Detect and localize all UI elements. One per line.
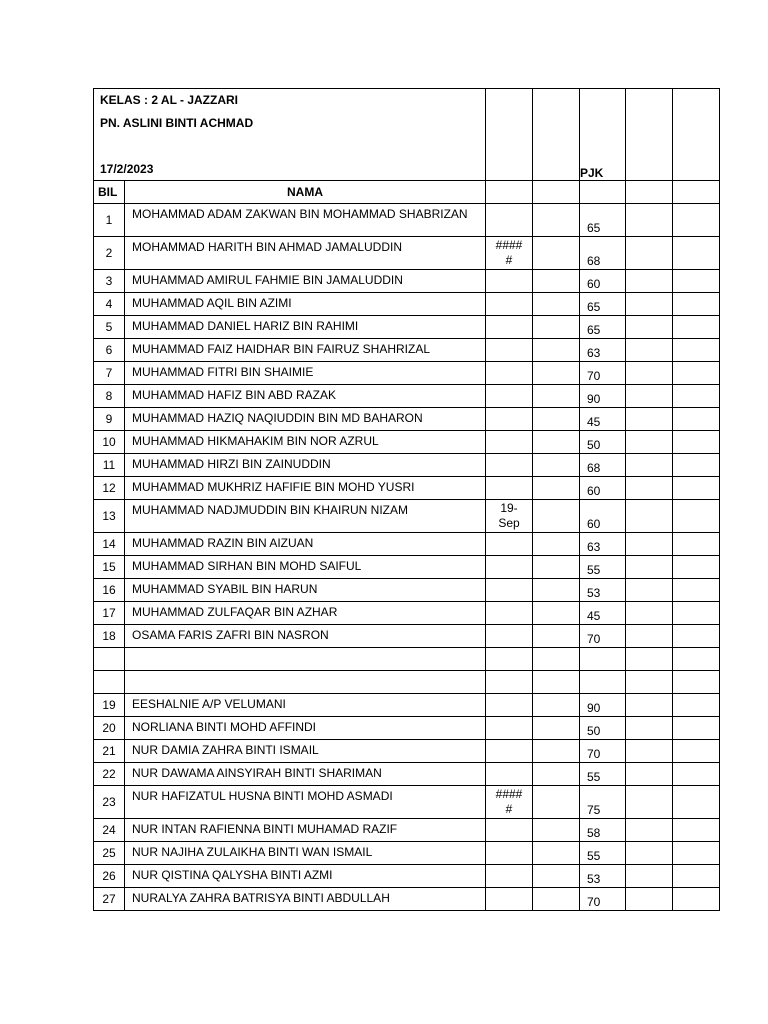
bil-cell: 16 xyxy=(94,579,125,602)
pjk-score-cell: 68 xyxy=(580,454,626,477)
table-row xyxy=(94,385,720,408)
pjk-score-cell xyxy=(580,648,626,671)
pjk-score-cell: 70 xyxy=(580,362,626,385)
header-empty-cell xyxy=(580,181,626,204)
table-row xyxy=(94,293,720,316)
empty-cell xyxy=(626,339,673,362)
table-row xyxy=(94,204,720,237)
student-name-cell: MUHAMMAD AMIRUL FAHMIE BIN JAMALUDDIN xyxy=(125,270,486,293)
bil-cell: 13 xyxy=(94,500,125,533)
empty-cell xyxy=(673,786,720,819)
empty-cell xyxy=(533,865,580,888)
pjk-score-cell: 60 xyxy=(580,477,626,500)
table-row xyxy=(94,316,720,339)
empty-cell xyxy=(533,625,580,648)
table-row xyxy=(94,717,720,740)
pjk-score-cell: 68 xyxy=(580,237,626,270)
empty-cell xyxy=(533,763,580,786)
pjk-column-header: PJK xyxy=(580,89,626,181)
header-empty-cell xyxy=(533,181,580,204)
pjk-score-cell xyxy=(580,671,626,694)
date-cell xyxy=(486,556,533,579)
empty-cell xyxy=(626,842,673,865)
empty-cell xyxy=(673,339,720,362)
empty-cell xyxy=(626,556,673,579)
bil-cell: 19 xyxy=(94,694,125,717)
empty-cell xyxy=(626,270,673,293)
empty-cell xyxy=(626,316,673,339)
student-name-cell: MUHAMMAD SYABIL BIN HARUN xyxy=(125,579,486,602)
column-header-row xyxy=(94,181,720,204)
pjk-score-cell: 70 xyxy=(580,888,626,911)
pjk-score-cell: 55 xyxy=(580,842,626,865)
empty-cell xyxy=(533,408,580,431)
empty-cell xyxy=(626,786,673,819)
bil-cell: 1 xyxy=(94,204,125,237)
student-name-cell: NUR NAJIHA ZULAIKHA BINTI WAN ISMAIL xyxy=(125,842,486,865)
empty-cell xyxy=(533,671,580,694)
empty-cell xyxy=(533,602,580,625)
empty-cell xyxy=(533,270,580,293)
date-cell xyxy=(486,842,533,865)
table-row xyxy=(94,500,720,533)
empty-cell xyxy=(626,740,673,763)
empty-cell xyxy=(673,431,720,454)
date-cell xyxy=(486,204,533,237)
pjk-score-cell: 60 xyxy=(580,270,626,293)
empty-cell xyxy=(533,339,580,362)
empty-cell xyxy=(533,316,580,339)
empty-cell xyxy=(626,431,673,454)
empty-cell xyxy=(626,625,673,648)
table-row xyxy=(94,602,720,625)
empty-cell xyxy=(673,648,720,671)
date-cell xyxy=(486,694,533,717)
bil-cell: 7 xyxy=(94,362,125,385)
header-empty-cell xyxy=(673,181,720,204)
date-cell xyxy=(486,740,533,763)
header-row xyxy=(94,89,720,181)
record-date: 17/2/2023 xyxy=(100,162,154,176)
bil-cell xyxy=(94,671,125,694)
table-row xyxy=(94,237,720,270)
student-name-cell: MUHAMMAD RAZIN BIN AIZUAN xyxy=(125,533,486,556)
empty-cell xyxy=(673,717,720,740)
class-info-cell xyxy=(94,89,486,181)
empty-cell xyxy=(626,648,673,671)
pjk-score-cell: 53 xyxy=(580,865,626,888)
empty-cell xyxy=(533,204,580,237)
empty-cell xyxy=(673,888,720,911)
pjk-score-cell: 58 xyxy=(580,819,626,842)
empty-cell xyxy=(626,888,673,911)
empty-cell xyxy=(626,385,673,408)
empty-cell xyxy=(626,204,673,237)
empty-cell xyxy=(533,786,580,819)
empty-cell xyxy=(673,694,720,717)
table-row xyxy=(94,740,720,763)
pjk-score-cell: 90 xyxy=(580,385,626,408)
empty-cell xyxy=(673,454,720,477)
student-name-cell: OSAMA FARIS ZAFRI BIN NASRON xyxy=(125,625,486,648)
date-cell xyxy=(486,602,533,625)
empty-cell xyxy=(533,293,580,316)
student-name-cell: MUHAMMAD SIRHAN BIN MOHD SAIFUL xyxy=(125,556,486,579)
date-cell xyxy=(486,888,533,911)
empty-cell xyxy=(673,556,720,579)
pjk-score-cell: 55 xyxy=(580,556,626,579)
empty-cell xyxy=(533,740,580,763)
student-name-cell: NORLIANA BINTI MOHD AFFINDI xyxy=(125,717,486,740)
pjk-score-cell: 60 xyxy=(580,500,626,533)
empty-cell xyxy=(533,556,580,579)
student-name-cell: NUR INTAN RAFIENNA BINTI MUHAMAD RAZIF xyxy=(125,819,486,842)
empty-cell xyxy=(673,362,720,385)
pjk-score-cell: 63 xyxy=(580,339,626,362)
empty-cell xyxy=(673,579,720,602)
empty-cell xyxy=(533,648,580,671)
empty-cell xyxy=(673,763,720,786)
empty-cell xyxy=(626,579,673,602)
date-cell xyxy=(486,431,533,454)
table-row xyxy=(94,694,720,717)
empty-cell xyxy=(673,237,720,270)
date-cell xyxy=(486,648,533,671)
table-row xyxy=(94,454,720,477)
student-name-cell: NUR DAMIA ZAHRA BINTI ISMAIL xyxy=(125,740,486,763)
empty-cell xyxy=(626,763,673,786)
table-row xyxy=(94,625,720,648)
bil-cell: 6 xyxy=(94,339,125,362)
empty-cell xyxy=(626,500,673,533)
pjk-score-cell: 63 xyxy=(580,533,626,556)
empty-cell xyxy=(533,579,580,602)
student-name-cell: MUHAMMAD HIKMAHAKIM BIN NOR AZRUL xyxy=(125,431,486,454)
table-row xyxy=(94,270,720,293)
empty-cell xyxy=(626,533,673,556)
bil-cell: 3 xyxy=(94,270,125,293)
empty-cell xyxy=(533,842,580,865)
class-name: KELAS : 2 AL - JAZZARI xyxy=(100,93,239,107)
bil-cell: 22 xyxy=(94,763,125,786)
date-cell xyxy=(486,579,533,602)
nama-column-header: NAMA xyxy=(125,181,486,204)
student-name-cell: MUHAMMAD FITRI BIN SHAIMIE xyxy=(125,362,486,385)
student-name-cell: MUHAMMAD HIRZI BIN ZAINUDDIN xyxy=(125,454,486,477)
student-name-cell: NUR DAWAMA AINSYIRAH BINTI SHARIMAN xyxy=(125,763,486,786)
bil-cell: 11 xyxy=(94,454,125,477)
empty-cell xyxy=(673,671,720,694)
student-name-cell: NUR HAFIZATUL HUSNA BINTI MOHD ASMADI xyxy=(125,786,486,819)
header-empty-cell xyxy=(626,181,673,204)
empty-cell xyxy=(533,500,580,533)
empty-cell xyxy=(533,454,580,477)
empty-cell xyxy=(533,362,580,385)
date-cell: #### # xyxy=(486,786,533,819)
student-name-cell: MUHAMMAD MUKHRIZ HAFIFIE BIN MOHD YUSRI xyxy=(125,477,486,500)
empty-cell xyxy=(626,819,673,842)
date-cell xyxy=(486,717,533,740)
empty-cell xyxy=(673,270,720,293)
empty-cell xyxy=(673,408,720,431)
pjk-score-cell: 65 xyxy=(580,204,626,237)
bil-cell: 26 xyxy=(94,865,125,888)
header-empty-cell xyxy=(626,89,673,181)
empty-cell xyxy=(673,477,720,500)
bil-cell: 27 xyxy=(94,888,125,911)
empty-cell xyxy=(626,237,673,270)
date-cell xyxy=(486,339,533,362)
table-row xyxy=(94,865,720,888)
empty-cell xyxy=(626,671,673,694)
date-cell xyxy=(486,865,533,888)
pjk-score-cell: 65 xyxy=(580,316,626,339)
table-row xyxy=(94,819,720,842)
date-cell xyxy=(486,270,533,293)
pjk-score-cell: 50 xyxy=(580,717,626,740)
header-empty-cell xyxy=(673,89,720,181)
pjk-score-cell: 70 xyxy=(580,625,626,648)
bil-cell: 8 xyxy=(94,385,125,408)
pjk-score-cell: 45 xyxy=(580,602,626,625)
empty-cell xyxy=(533,717,580,740)
student-name-cell: NURALYA ZAHRA BATRISYA BINTI ABDULLAH xyxy=(125,888,486,911)
bil-column-header: BIL xyxy=(94,181,125,204)
table-row xyxy=(94,408,720,431)
empty-cell xyxy=(626,477,673,500)
header-empty-cell xyxy=(486,89,533,181)
empty-cell xyxy=(533,237,580,270)
table-row xyxy=(94,431,720,454)
student-name-cell: EESHALNIE A/P VELUMANI xyxy=(125,694,486,717)
student-name-cell: MUHAMMAD NADJMUDDIN BIN KHAIRUN NIZAM xyxy=(125,500,486,533)
date-cell xyxy=(486,293,533,316)
table-row xyxy=(94,648,720,671)
empty-cell xyxy=(533,431,580,454)
pjk-score-cell: 53 xyxy=(580,579,626,602)
pjk-score-cell: 50 xyxy=(580,431,626,454)
date-cell xyxy=(486,819,533,842)
bil-cell: 5 xyxy=(94,316,125,339)
empty-cell xyxy=(673,293,720,316)
pjk-score-cell: 65 xyxy=(580,293,626,316)
bil-cell: 4 xyxy=(94,293,125,316)
empty-cell xyxy=(626,362,673,385)
empty-cell xyxy=(533,888,580,911)
table-row xyxy=(94,533,720,556)
empty-cell xyxy=(673,500,720,533)
header-empty-cell xyxy=(486,181,533,204)
student-name-cell: MUHAMMAD FAIZ HAIDHAR BIN FAIRUZ SHAHRIZAL xyxy=(125,339,486,362)
empty-cell xyxy=(673,316,720,339)
empty-cell xyxy=(673,533,720,556)
student-name-cell: NUR QISTINA QALYSHA BINTI AZMI xyxy=(125,865,486,888)
date-cell xyxy=(486,625,533,648)
student-name-cell: MUHAMMAD HAFIZ BIN ABD RAZAK xyxy=(125,385,486,408)
table-row xyxy=(94,362,720,385)
date-cell: #### # xyxy=(486,237,533,270)
bil-cell: 17 xyxy=(94,602,125,625)
class-score-sheet xyxy=(93,88,720,911)
empty-cell xyxy=(626,454,673,477)
empty-cell xyxy=(626,293,673,316)
empty-cell xyxy=(673,842,720,865)
empty-cell xyxy=(673,819,720,842)
date-cell: 19- Sep xyxy=(486,500,533,533)
bil-cell: 14 xyxy=(94,533,125,556)
pjk-score-cell: 75 xyxy=(580,786,626,819)
empty-cell xyxy=(673,204,720,237)
date-cell xyxy=(486,477,533,500)
empty-cell xyxy=(533,477,580,500)
bil-cell xyxy=(94,648,125,671)
table-row xyxy=(94,579,720,602)
empty-cell xyxy=(673,865,720,888)
table-row xyxy=(94,842,720,865)
empty-cell xyxy=(626,408,673,431)
bil-cell: 12 xyxy=(94,477,125,500)
student-name-cell xyxy=(125,671,486,694)
bil-cell: 9 xyxy=(94,408,125,431)
bil-cell: 20 xyxy=(94,717,125,740)
bil-cell: 25 xyxy=(94,842,125,865)
table-row xyxy=(94,888,720,911)
bil-cell: 24 xyxy=(94,819,125,842)
empty-cell xyxy=(626,865,673,888)
pjk-score-cell: 70 xyxy=(580,740,626,763)
date-cell xyxy=(486,385,533,408)
table-row xyxy=(94,786,720,819)
pjk-score-cell: 55 xyxy=(580,763,626,786)
date-cell xyxy=(486,763,533,786)
bil-cell: 10 xyxy=(94,431,125,454)
teacher-name: PN. ASLINI BINTI ACHMAD xyxy=(100,116,254,130)
date-cell xyxy=(486,533,533,556)
pjk-score-cell: 45 xyxy=(580,408,626,431)
student-name-cell: MUHAMMAD HAZIQ NAQIUDDIN BIN MD BAHARON xyxy=(125,408,486,431)
table-row xyxy=(94,556,720,579)
empty-cell xyxy=(533,694,580,717)
empty-cell xyxy=(533,819,580,842)
bil-cell: 15 xyxy=(94,556,125,579)
date-cell xyxy=(486,316,533,339)
student-name-cell: MOHAMMAD ADAM ZAKWAN BIN MOHAMMAD SHABRIZAN xyxy=(125,204,486,237)
empty-cell xyxy=(626,694,673,717)
pjk-score-cell: 90 xyxy=(580,694,626,717)
table-row xyxy=(94,671,720,694)
header-empty-cell xyxy=(533,89,580,181)
student-name-cell: MUHAMMAD DANIEL HARIZ BIN RAHIMI xyxy=(125,316,486,339)
table-row xyxy=(94,477,720,500)
bil-cell: 18 xyxy=(94,625,125,648)
date-cell xyxy=(486,408,533,431)
date-cell xyxy=(486,362,533,385)
empty-cell xyxy=(626,717,673,740)
empty-cell xyxy=(673,602,720,625)
bil-cell: 21 xyxy=(94,740,125,763)
empty-cell xyxy=(626,602,673,625)
empty-cell xyxy=(673,625,720,648)
date-cell xyxy=(486,454,533,477)
empty-cell xyxy=(673,385,720,408)
bil-cell: 2 xyxy=(94,237,125,270)
student-name-cell: MOHAMMAD HARITH BIN AHMAD JAMALUDDIN xyxy=(125,237,486,270)
table-row xyxy=(94,763,720,786)
student-name-cell xyxy=(125,648,486,671)
empty-cell xyxy=(673,740,720,763)
bil-cell: 23 xyxy=(94,786,125,819)
date-cell xyxy=(486,671,533,694)
empty-cell xyxy=(533,533,580,556)
empty-cell xyxy=(533,385,580,408)
student-name-cell: MUHAMMAD AQIL BIN AZIMI xyxy=(125,293,486,316)
student-name-cell: MUHAMMAD ZULFAQAR BIN AZHAR xyxy=(125,602,486,625)
table-row xyxy=(94,339,720,362)
